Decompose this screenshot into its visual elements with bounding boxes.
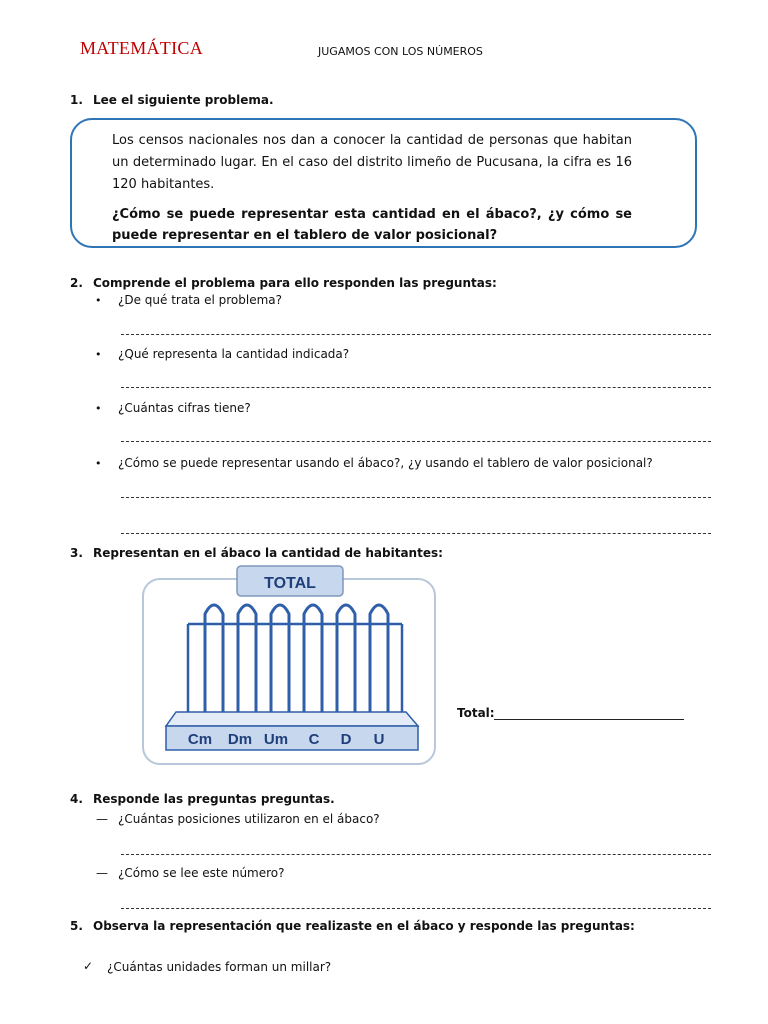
- checkmark-icon: ✓: [83, 959, 94, 973]
- question-1-heading: [70, 93, 670, 109]
- question-1-text: Lee el siguiente problema.: [93, 93, 274, 107]
- q5-item-1: ¿Cuántas unidades forman un millar?: [107, 960, 332, 974]
- answer-line[interactable]: [121, 497, 711, 498]
- answer-line[interactable]: [121, 533, 711, 534]
- problem-text: Los censos nacionales nos dan a conocer la cantidad de personas que habitan un determinado lugar. En el caso del distrito limeño de Pucusana, la cifra es 16 120 habitantes.: [112, 133, 632, 192]
- rod-dm: [238, 605, 256, 716]
- position-label-u: U: [373, 731, 385, 748]
- question-5-text: Observa la representación que realizaste en el ábaco y responde las preguntas:: [93, 919, 635, 933]
- question-2-text: Comprende el problema para ello responden las preguntas:: [93, 276, 497, 290]
- position-label-cm: Cm: [187, 731, 213, 748]
- abacus[interactable]: [142, 564, 436, 765]
- position-label-dm: Dm: [227, 731, 253, 748]
- q2-item-1: ¿De qué trata el problema?: [118, 293, 282, 307]
- answer-line[interactable]: [121, 387, 711, 388]
- total-answer-line[interactable]: [494, 719, 684, 720]
- q4-item-2: ¿Cómo se lee este número?: [118, 866, 285, 880]
- rod-d: [337, 605, 355, 716]
- q2-item-2: ¿Qué representa la cantidad indicada?: [118, 347, 350, 361]
- question-5-number: 5.: [70, 919, 83, 933]
- position-label-c: C: [308, 731, 320, 748]
- question-1-number: 1.: [70, 93, 83, 107]
- answer-line[interactable]: [121, 908, 711, 909]
- question-3-heading: [70, 546, 670, 562]
- rod-um: [271, 605, 289, 716]
- q4-item-1: ¿Cuántas posiciones utilizaron en el ábaco?: [118, 812, 380, 826]
- q2-item-3: ¿Cuántas cifras tiene?: [118, 401, 251, 415]
- question-4-text: Responde las preguntas preguntas.: [93, 792, 335, 806]
- answer-line[interactable]: [121, 441, 711, 442]
- question-3-number: 3.: [70, 546, 83, 560]
- question-4-number: 4.: [70, 792, 83, 806]
- abacus-base-top: [166, 712, 418, 726]
- question-5-heading: [70, 919, 710, 935]
- question-2-heading: [70, 276, 710, 292]
- rod-cm: [205, 605, 223, 716]
- position-label-um: Um: [263, 731, 289, 748]
- rod-u: [370, 605, 388, 716]
- abacus-title: TOTAL: [264, 575, 316, 592]
- question-3-text: Representan en el ábaco la cantidad de habitantes:: [93, 546, 443, 560]
- dash-bullet-icon: —: [96, 866, 108, 880]
- problem-box: [70, 118, 697, 248]
- bullet-icon: •: [95, 402, 102, 415]
- answer-line[interactable]: [121, 334, 711, 335]
- total-label: Total:: [457, 706, 495, 720]
- bullet-icon: •: [95, 294, 102, 307]
- q2-item-4: ¿Cómo se puede representar usando el ábaco?, ¿y usando el tablero de valor posicional?: [118, 456, 653, 470]
- bullet-icon: •: [95, 348, 102, 361]
- rod-c: [304, 605, 322, 716]
- bullet-icon: •: [95, 457, 102, 470]
- position-label-d: D: [340, 731, 352, 748]
- worksheet-title: JUGAMOS CON LOS NÚMEROS: [318, 45, 483, 58]
- question-4-heading: [70, 792, 670, 808]
- subject-title: MATEMÁTICA: [80, 38, 203, 58]
- question-2-number: 2.: [70, 276, 83, 290]
- problem-question: ¿Cómo se puede representar esta cantidad en el ábaco?, ¿y cómo se puede representar en el tablero de valor posicional?: [112, 207, 632, 243]
- dash-bullet-icon: —: [96, 812, 108, 826]
- answer-line[interactable]: [121, 854, 711, 855]
- abacus-rods: [205, 605, 388, 716]
